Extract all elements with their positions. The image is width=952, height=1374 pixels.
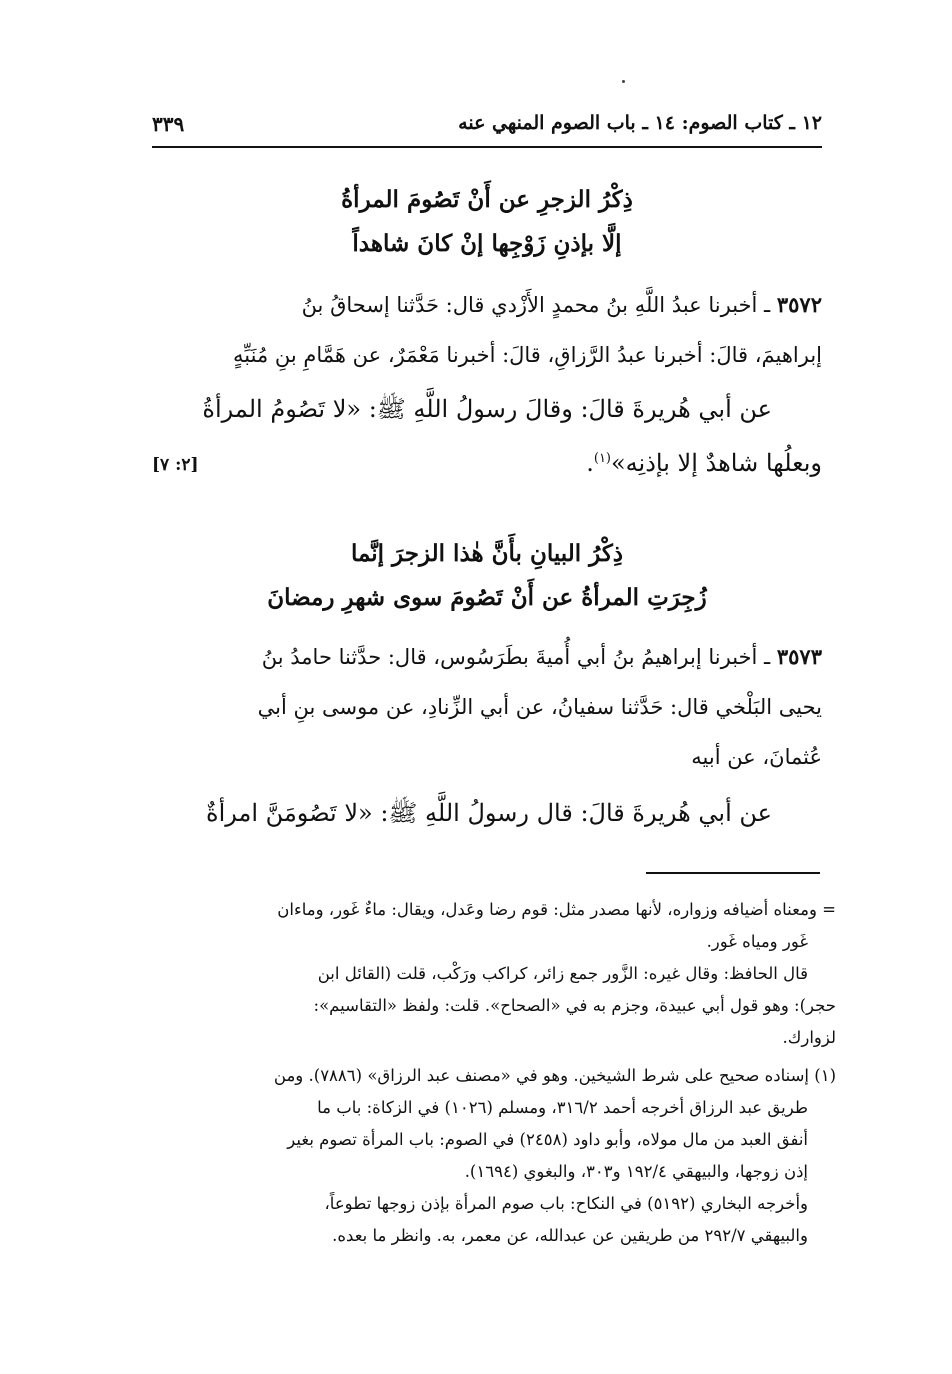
- footnote-line: إذن زوجها، والبيهقي ١٩٢/٤ و٣٠٣، والبغوي (١٦٩٤).: [464, 1162, 808, 1181]
- heading-line: ذِكْرُ البيانِ بأَنَّ هٰذا الزجرَ إنَّما: [350, 540, 624, 567]
- matn-line: عن أبي هُريرةَ قالَ: قال رسولُ اللَّهِ ﷺ: «لا تَصُومَنَّ امرأةٌ: [206, 799, 772, 827]
- isnad-line: ـ أخبرنا إبراهيمُ بنُ أبي أُميةَ بطَرَسُوس، قال: حدَّثنا حامدُ بنُ: [261, 645, 771, 669]
- hadith-3572: [152, 280, 822, 488]
- isnad-line: إبراهيمَ، قالَ: أخبرنا عبدُ الرَّزاقِ، قالَ: أخبرنا مَعْمَرٌ، عن هَمَّامِ بنِ مُنَبِّهٍ: [233, 343, 822, 367]
- section-heading-1: [152, 178, 822, 266]
- running-title: ١٢ ـ كتاب الصوم: ١٤ ـ باب الصوم المنهي عنه: [458, 112, 822, 134]
- hadith-number: ٣٥٧٣: [776, 644, 822, 669]
- page-header: [152, 112, 822, 148]
- heading-line: ذِكْرُ الزجرِ عن أَنْ تَصُومَ المرأةُ: [341, 186, 633, 213]
- footnote-line: قال الحافظ: وقال غيره: الزَّور جمع زائر، كراكب ورَكْب، قلت (القائل ابن: [317, 964, 808, 983]
- hadith-number: ٣٥٧٢: [776, 292, 822, 317]
- matn-line: عن أبي هُريرةَ قالَ: وقالَ رسولُ اللَّهِ ﷺ: «لا تَصُومُ المرأةُ: [202, 395, 772, 423]
- footnote-line: أنفق العبد من مال مولاه، وأبو داود (٢٤٥٨) في الصوم: باب المرأة تصوم بغير: [287, 1130, 808, 1149]
- footnote-line: (١) إسناده صحيح على شرط الشيخين. وهو في «مصنف عبد الرزاق» (٧٨٨٦). ومن: [273, 1066, 836, 1085]
- hadith-3573: [152, 632, 822, 838]
- footnote-line: غَور ومياه غَور.: [706, 932, 808, 951]
- footnote-line: طريق عبد الرزاق أخرجه أحمد ٣١٦/٢، ومسلم (١٠٢٦) في الزكاة: باب ما: [317, 1098, 808, 1117]
- isnad-line: ـ أخبرنا عبدُ اللَّهِ بنُ محمدٍ الأَزْدي قال: حَدَّثنا إسحاقُ بنُ: [301, 293, 771, 317]
- footnote-line: حجر): وهو قول أبي عبيدة، وجزم به في «الصحاح». قلت: ولفظ «التقاسيم»:: [313, 996, 836, 1015]
- source-reference: [٢: ٧]: [152, 455, 199, 475]
- isnad-line: عُثمانَ، عن أبيه: [691, 745, 822, 769]
- page-number: ٣٣٩: [152, 112, 185, 136]
- section-heading-2: [152, 532, 822, 620]
- footnotes: [152, 894, 836, 1252]
- footnote-line: وأخرجه البخاري (٥١٩٢) في النكاح: باب صوم المرأة بإذن زوجها تطوعاً،: [324, 1194, 808, 1213]
- footnote-line: = ومعناه أضيافه وزواره، لأنها مصدر مثل: قوم رضا وعَدل، ويقال: ماءٌ غَور، وماءان: [277, 900, 836, 919]
- matn-end: .: [586, 449, 594, 477]
- stray-mark: [622, 80, 625, 83]
- heading-line: زُجِرَتِ المرأةُ عن أَنْ تَصُومَ سوى شهرِ رمضانَ: [267, 584, 707, 611]
- heading-line: إلَّا بإذنِ زَوْجِها إنْ كانَ شاهداً: [352, 230, 622, 257]
- footnote-line: والبيهقي ٢٩٢/٧ من طريقين عن عبدالله، عن معمر، به. وانظر ما بعده.: [332, 1226, 808, 1245]
- footnote-line: لزوارك.: [782, 1028, 836, 1047]
- isnad-line: يحيى البَلْخي قال: حَدَّثنا سفيانُ، عن أبي الزِّنادِ، عن موسى بنِ أبي: [257, 695, 822, 719]
- matn-line: وبعلُها شاهدٌ إلا بإذنِه»: [611, 449, 822, 477]
- footnote-separator: [646, 872, 820, 874]
- footnote-marker: (١): [593, 451, 611, 466]
